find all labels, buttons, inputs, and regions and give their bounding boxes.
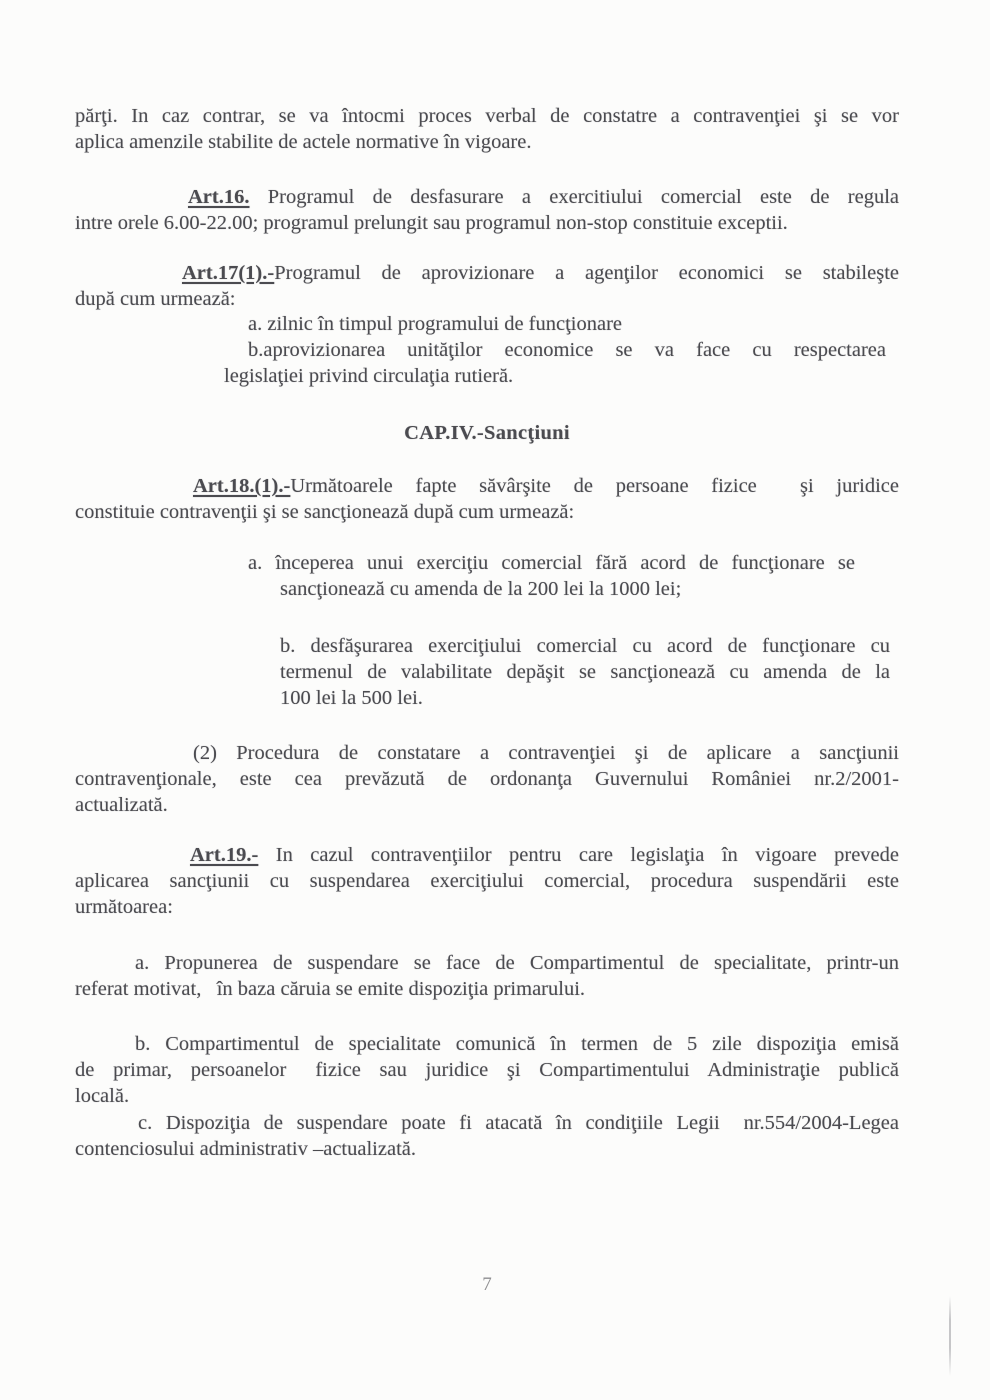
- intro-paragraph-line-1: părţi. In caz contrar, se va întocmi proces verbal de constatre a contravenţiei şi se vor: [75, 105, 899, 127]
- article-18-item-a-line-2: sancţionează cu amenda de la 200 lei la 1000 lei;: [280, 578, 682, 600]
- article-16-text: Programul de desfasurare a exercitiului comercial este de regula: [249, 186, 899, 208]
- article-19-line-2: aplicarea sancţiunii cu suspendarea exerciţiului comercial, procedura suspendării este: [75, 870, 899, 892]
- article-19-line-1: [75, 842, 899, 868]
- article-17-text: Programul de aprovizionare a agenţilor economici se stabileşte: [274, 262, 899, 284]
- article-18-par-2-line-1: (2) Procedura de constatare a contravenţiei şi de aplicare a sancţiunii: [193, 742, 899, 764]
- article-19-item-a-line-1: a. Propunerea de suspendare se face de Compartimentul de specialitate, printr-un: [135, 952, 899, 974]
- article-17-item-b-line-1: b.aprovizionarea unităţilor economice se va face cu respectarea: [248, 339, 886, 361]
- scan-artifact-line: [949, 1296, 951, 1376]
- intro-paragraph-line-2: aplica amenzile stabilite de actele normative în vigoare.: [75, 131, 532, 153]
- article-18-item-a-line-1: a. începerea unui exerciţiu comercial fără acord de funcţionare se: [248, 552, 855, 574]
- article-16-line-2: intre orele 6.00-22.00; programul prelungit sau programul non-stop constituie exceptii.: [75, 212, 788, 234]
- article-19-item-b-line-3: locală.: [75, 1085, 130, 1107]
- article-18-par-2-line-3: actualizată.: [75, 794, 168, 816]
- article-17-line-2: după cum urmează:: [75, 288, 236, 310]
- article-19-item-c-line-2: contenciosului administrativ –actualizată.: [75, 1138, 416, 1160]
- article-18-par-2-line-2: contravenţionale, este cea prevăzută de ordonanţa Guvernului României nr.2/2001-: [75, 768, 899, 790]
- article-18-item-b-line-1: b. desfăşurarea exerciţiului comercial cu acord de funcţionare cu: [280, 635, 890, 657]
- article-17-item-a: a. zilnic în timpul programului de funcţionare: [248, 313, 623, 335]
- article-18-item-b-line-2: termenul de valabilitate depăşit se sancţionează cu amenda de la: [280, 661, 890, 683]
- chapter-heading: CAP.IV.-Sancţiuni: [404, 422, 570, 444]
- article-19-item-b-line-2: de primar, persoanelor fizice sau juridice şi Compartimentului Administraţie publică: [75, 1059, 899, 1081]
- article-17-item-b-line-2: legislaţiei privind circulaţia rutieră.: [224, 365, 514, 387]
- article-18-line-2: constituie contravenţii şi se sancţionează după cum urmează:: [75, 501, 575, 523]
- article-18-line-1: [75, 473, 899, 499]
- article-18-reference: Art.18.(1).-: [193, 475, 291, 497]
- article-19-item-a-line-2: referat motivat, în baza căruia se emite dispoziţia primarului.: [75, 978, 586, 1000]
- article-18-text: Următoarele fapte săvârşite de persoane fizice şi juridice: [290, 475, 899, 497]
- article-19-reference: Art.19.-: [190, 844, 259, 866]
- article-16-line-1: [75, 184, 899, 210]
- article-17-line-1: [75, 260, 899, 286]
- article-19-item-c-line-1: c. Dispoziţia de suspendare poate fi atacată în condiţiile Legii nr.554/2004-Legea: [138, 1112, 899, 1134]
- article-17-reference: Art.17(1).-: [182, 262, 275, 284]
- article-19-line-3: următoarea:: [75, 896, 173, 918]
- article-16-reference: Art.16.: [188, 186, 250, 208]
- page-number: 7: [482, 1274, 492, 1295]
- article-19-text: In cazul contravenţiilor pentru care legislaţia în vigoare prevede: [258, 844, 899, 866]
- article-18-item-b-line-3: 100 lei la 500 lei.: [280, 687, 423, 709]
- article-19-item-b-line-1: b. Compartimentul de specialitate comunică în termen de 5 zile dispoziţia emisă: [135, 1033, 899, 1055]
